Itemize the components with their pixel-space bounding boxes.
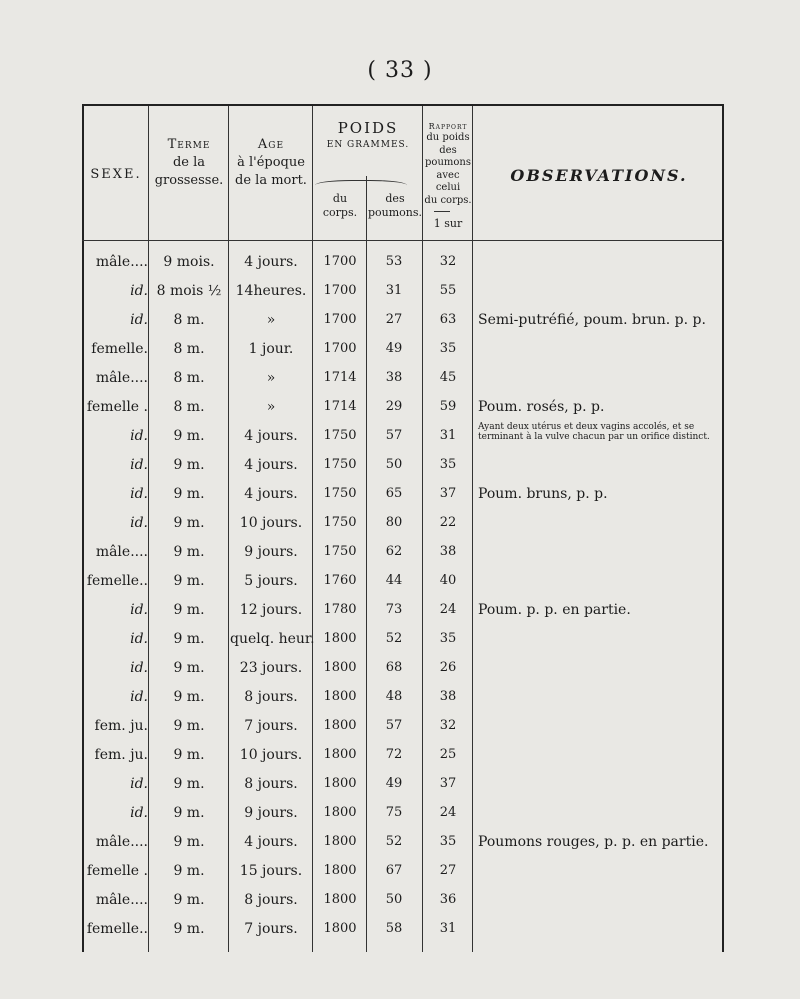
header-age-line: Age (257, 137, 285, 152)
cell-corps: 1800 (323, 776, 357, 791)
cell-corps: 1700 (323, 283, 357, 298)
cell-corps: 1800 (323, 863, 357, 878)
cell-age: 4 jours. (244, 428, 298, 444)
cell-age: 23 jours. (239, 660, 303, 676)
cell-corps: 1800 (323, 747, 357, 762)
cell-obs: Ayant deux utérus et deux vagins accolés, et se terminant à la vulve chacun par un orifice distinct. (478, 422, 710, 443)
cell-rapport: 35 (439, 341, 457, 356)
cell-poumons: 73 (385, 602, 403, 617)
cell-poumons: 67 (385, 863, 403, 878)
cell-terme: 9 m. (173, 776, 205, 792)
header-rapport-line: du corps. (424, 194, 472, 206)
cell-age: 4 jours. (244, 457, 298, 473)
cell-poumons: 27 (385, 312, 403, 327)
cell-rapport: 36 (439, 892, 457, 907)
cell-age: 9 jours. (244, 544, 298, 560)
cell-rapport: 31 (439, 428, 457, 443)
cell-terme: 9 m. (173, 573, 205, 589)
cell-rapport: 24 (439, 602, 457, 617)
cell-terme: 8 m. (173, 341, 205, 357)
cell-terme: 9 m. (173, 718, 205, 734)
cell-poumons: 62 (385, 544, 403, 559)
cell-poumons: 44 (385, 573, 403, 588)
cell-rapport: 22 (439, 515, 457, 530)
cell-sexe: id. (130, 631, 148, 647)
cell-rapport: 38 (439, 689, 457, 704)
header-rapport-sur: 1 sur (433, 217, 463, 230)
header-poids-title: POIDS (337, 119, 399, 137)
cell-corps: 1760 (323, 573, 357, 588)
cell-age: quelq. heur. (230, 631, 315, 647)
cell-terme: 9 m. (173, 660, 205, 676)
cell-corps: 1800 (323, 660, 357, 675)
header-rapport-rule (434, 211, 450, 212)
cell-age: 8 jours. (244, 776, 298, 792)
cell-obs: Poumons rouges, p. p. en partie. (478, 834, 709, 850)
cell-poumons: 57 (385, 718, 403, 733)
column-rule (422, 106, 423, 952)
cell-corps: 1750 (323, 457, 357, 472)
cell-corps: 1800 (323, 834, 357, 849)
cell-corps: 1700 (323, 312, 357, 327)
cell-age: 14heures. (235, 283, 307, 299)
cell-sexe: id. (130, 457, 148, 473)
cell-poumons: 80 (385, 515, 403, 530)
header-rapport-line: du poids (426, 132, 470, 143)
cell-sexe: femelle . (86, 863, 148, 879)
cell-rapport: 37 (439, 486, 457, 501)
cell-corps: 1780 (323, 602, 357, 617)
cell-terme: 9 m. (173, 689, 205, 705)
cell-sexe: id. (130, 486, 148, 502)
cell-rapport: 55 (439, 283, 457, 298)
cell-age: 8 jours. (244, 892, 298, 908)
header-poids-unit: EN GRAMMES. (326, 140, 410, 150)
cell-age: 12 jours. (239, 602, 303, 618)
cell-rapport: 37 (439, 776, 457, 791)
cell-rapport: 45 (439, 370, 457, 385)
header-rapport-line: Rapport (428, 122, 468, 131)
cell-sexe: id. (130, 660, 148, 676)
cell-sexe: fem. ju. (94, 747, 148, 763)
cell-age: 7 jours. (244, 718, 298, 734)
cell-poumons: 29 (385, 399, 403, 414)
header-corps-line: corps. (322, 205, 358, 219)
header-corps-line: du (332, 192, 348, 205)
cell-rapport: 32 (439, 718, 457, 733)
header-rapport-line: des (439, 144, 457, 156)
cell-sexe: femelle . (86, 399, 148, 415)
cell-poumons: 31 (385, 283, 403, 298)
cell-corps: 1800 (323, 718, 357, 733)
cell-terme: 9 m. (173, 863, 205, 879)
cell-age: » (266, 399, 276, 415)
cell-age: 7 jours. (244, 921, 298, 937)
cell-corps: 1800 (323, 805, 357, 820)
header-poumons-line: des (385, 192, 405, 205)
header-rule (82, 240, 724, 241)
cell-sexe: femelle. (91, 341, 148, 357)
cell-sexe: mâle.... (95, 370, 148, 386)
cell-age: 1 jour. (248, 341, 294, 357)
cell-rapport: 38 (439, 544, 457, 559)
cell-terme: 9 m. (173, 805, 205, 821)
cell-sexe: femelle.. (86, 573, 148, 589)
cell-age: 8 jours. (244, 689, 298, 705)
cell-sexe: id. (130, 515, 148, 531)
cell-age: 4 jours. (244, 254, 298, 270)
data-table (82, 104, 724, 952)
cell-rapport: 31 (439, 921, 457, 936)
cell-sexe: id. (130, 428, 148, 444)
header-sexe: SEXE. (90, 167, 142, 182)
cell-corps: 1714 (323, 399, 357, 414)
cell-terme: 9 m. (173, 834, 205, 850)
header-age (230, 136, 312, 191)
cell-sexe: id. (130, 805, 148, 821)
cell-corps: 1700 (323, 341, 357, 356)
cell-age: 5 jours. (244, 573, 298, 589)
cell-rapport: 63 (439, 312, 457, 327)
cell-terme: 8 m. (173, 312, 205, 328)
cell-corps: 1800 (323, 892, 357, 907)
table-border-right (722, 106, 724, 952)
cell-poumons: 50 (385, 892, 403, 907)
cell-poumons: 49 (385, 341, 403, 356)
cell-terme: 9 m. (173, 457, 205, 473)
cell-age: 10 jours. (239, 747, 303, 763)
cell-sexe: id. (130, 689, 148, 705)
cell-corps: 1700 (323, 254, 357, 269)
cell-age: 9 jours. (244, 805, 298, 821)
cell-corps: 1800 (323, 689, 357, 704)
header-terme-line: grossesse. (154, 173, 224, 189)
cell-sexe: fem. ju. (94, 718, 148, 734)
cell-age: 4 jours. (244, 486, 298, 502)
cell-poumons: 57 (385, 428, 403, 443)
cell-poumons: 38 (385, 370, 403, 385)
column-rule (148, 106, 149, 952)
cell-sexe: id. (130, 602, 148, 618)
cell-poumons: 75 (385, 805, 403, 820)
cell-corps: 1750 (323, 515, 357, 530)
cell-poumons: 68 (385, 660, 403, 675)
cell-age: 10 jours. (239, 515, 303, 531)
cell-sexe: mâle.... (95, 892, 148, 908)
cell-terme: 9 m. (173, 602, 205, 618)
page-number: ( 33 ) (367, 58, 433, 83)
cell-terme: 8 m. (173, 370, 205, 386)
cell-poumons: 72 (385, 747, 403, 762)
cell-corps: 1800 (323, 921, 357, 936)
cell-age: 4 jours. (244, 834, 298, 850)
header-corps (314, 192, 366, 220)
cell-corps: 1750 (323, 544, 357, 559)
cell-rapport: 59 (439, 399, 457, 414)
cell-poumons: 65 (385, 486, 403, 501)
cell-terme: 9 m. (173, 631, 205, 647)
header-rapport-line: avec celui (435, 169, 461, 193)
header-terme-line: Terme (167, 137, 211, 152)
cell-poumons: 49 (385, 776, 403, 791)
cell-rapport: 27 (439, 863, 457, 878)
header-terme-line: de la (172, 155, 206, 171)
cell-obs: Poum. bruns, p. p. (478, 486, 608, 502)
column-rule (228, 106, 229, 952)
cell-poumons: 50 (385, 457, 403, 472)
cell-sexe: femelle.. (86, 921, 148, 937)
header-observations: OBSERVATIONS. (510, 166, 688, 185)
cell-rapport: 40 (439, 573, 457, 588)
cell-poumons: 52 (385, 834, 403, 849)
cell-terme: 8 mois ½ (156, 283, 222, 299)
cell-rapport: 32 (439, 254, 457, 269)
cell-rapport: 35 (439, 834, 457, 849)
cell-age: 15 jours. (239, 863, 303, 879)
cell-sexe: id. (130, 312, 148, 328)
cell-corps: 1750 (323, 486, 357, 501)
header-age-line: de la mort. (235, 173, 307, 189)
cell-age: » (266, 312, 276, 328)
cell-poumons: 53 (385, 254, 403, 269)
cell-age: » (266, 370, 276, 386)
cell-poumons: 58 (385, 921, 403, 936)
cell-corps: 1750 (323, 428, 357, 443)
cell-terme: 9 m. (173, 747, 205, 763)
column-rule (472, 106, 473, 952)
cell-sexe: mâle.... (95, 254, 148, 270)
cell-rapport: 26 (439, 660, 457, 675)
header-rapport (424, 122, 472, 207)
header-rapport-line: poumons (425, 157, 471, 168)
cell-terme: 9 m. (173, 515, 205, 531)
cell-sexe: mâle.... (95, 544, 148, 560)
cell-rapport: 24 (439, 805, 457, 820)
cell-obs: Poum. rosés, p. p. (478, 399, 605, 415)
cell-terme: 9 m. (173, 892, 205, 908)
header-poumons-line: poumons. (368, 205, 423, 219)
cell-poumons: 48 (385, 689, 403, 704)
cell-terme: 9 mois. (163, 254, 215, 270)
cell-rapport: 35 (439, 631, 457, 646)
cell-terme: 8 m. (173, 399, 205, 415)
header-poids (314, 118, 422, 152)
cell-poumons: 52 (385, 631, 403, 646)
header-age-line: à l'époque (237, 155, 305, 171)
cell-rapport: 35 (439, 457, 457, 472)
cell-obs: Semi-putréfié, poum. brun. p. p. (478, 312, 706, 328)
cell-rapport: 25 (439, 747, 457, 762)
cell-terme: 9 m. (173, 428, 205, 444)
cell-sexe: id. (130, 283, 148, 299)
cell-obs: Poum. p. p. en partie. (478, 602, 631, 618)
cell-sexe: mâle.... (95, 834, 148, 850)
cell-terme: 9 m. (173, 486, 205, 502)
cell-corps: 1800 (323, 631, 357, 646)
header-poumons (368, 192, 422, 220)
header-terme (150, 136, 228, 191)
cell-sexe: id. (130, 776, 148, 792)
cell-terme: 9 m. (173, 544, 205, 560)
column-rule (312, 106, 313, 952)
cell-corps: 1714 (323, 370, 357, 385)
cell-terme: 9 m. (173, 921, 205, 937)
